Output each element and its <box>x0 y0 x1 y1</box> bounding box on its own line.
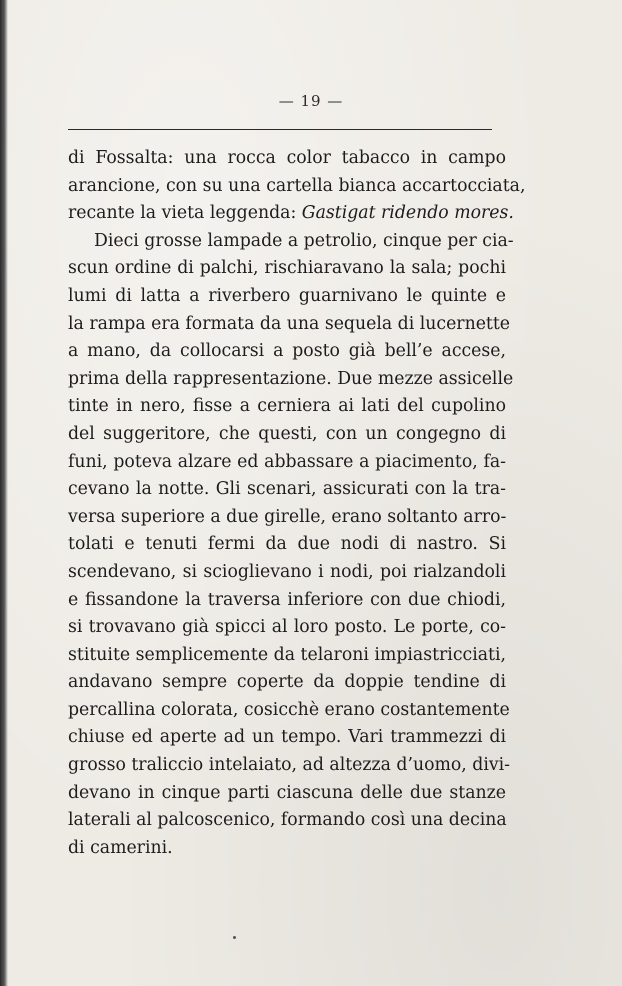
text-line: del suggeritore, che questi, con un congegno di <box>68 423 506 444</box>
text-line: grosso traliccio intelaiato, ad altezza d’uomo, divi- <box>68 755 510 776</box>
body-text <box>68 145 526 862</box>
text-line: percallina colorata, cosicchè erano costantemente <box>68 699 510 720</box>
text-line: tinte in nero, fisse a cerniera ai lati del cupolino <box>68 396 506 417</box>
text-line: prima della rappresentazione. Due mezze assicelle <box>68 368 514 389</box>
text-line: si trovavano già spicci al loro posto. Le porte, co- <box>68 617 506 638</box>
text-line: laterali al palcoscenico, formando così una decina <box>68 810 507 831</box>
paragraph-end: di camerini. <box>68 837 173 858</box>
text-line: arancione, con su una cartella bianca accartocciata, <box>68 175 526 196</box>
latin-motto: Gastigat ridendo mores. <box>301 203 514 224</box>
text-line: e fissandone la traversa inferiore con due chiodi, <box>68 589 506 610</box>
text-line: chiuse ed aperte ad un tempo. Vari trammezzi di <box>68 727 506 748</box>
text-line: di Fossalta: una rocca color tabacco in campo <box>68 148 506 168</box>
paragraph-start: Dieci grosse lampade a petrolio, cinque per cia- <box>94 230 514 251</box>
text-line: cevano la notte. Gli scenari, assicurati con la tra- <box>68 479 506 500</box>
text-line: versa superiore a due girelle, erano soltanto arro- <box>68 506 507 527</box>
text-line: recante la vieta leggenda: <box>68 203 297 224</box>
header-rule <box>68 129 492 130</box>
text-line: stituite semplicemente da telaroni impiastricciati, <box>68 644 506 665</box>
text-line: a mano, da collocarsi a posto già bell’e accese, <box>68 341 506 362</box>
text-line: scendevano, si scioglievano i nodi, poi rialzandoli <box>68 561 506 582</box>
page-spine-shadow <box>0 0 8 986</box>
text-line: tolati e tenuti fermi da due nodi di nastro. Si <box>68 534 506 555</box>
ink-speck <box>233 936 236 939</box>
text-line: scun ordine di palchi, rischiaravano la sala; pochi <box>68 258 506 279</box>
text-line-with-motto <box>68 200 514 228</box>
text-line: andavano sempre coperte da doppie tendine di <box>68 672 506 693</box>
text-line: lumi di latta a riverbero guarnivano le quinte e <box>68 285 506 306</box>
text-line: la rampa era formata da una sequela di lucernette <box>68 313 511 334</box>
text-line: devano in cinque parti ciascuna delle due stanze <box>68 782 506 803</box>
text-line: funi, poteva alzare ed abbassare a piacimento, fa- <box>68 451 506 472</box>
page-number: — 19 — <box>278 92 344 110</box>
